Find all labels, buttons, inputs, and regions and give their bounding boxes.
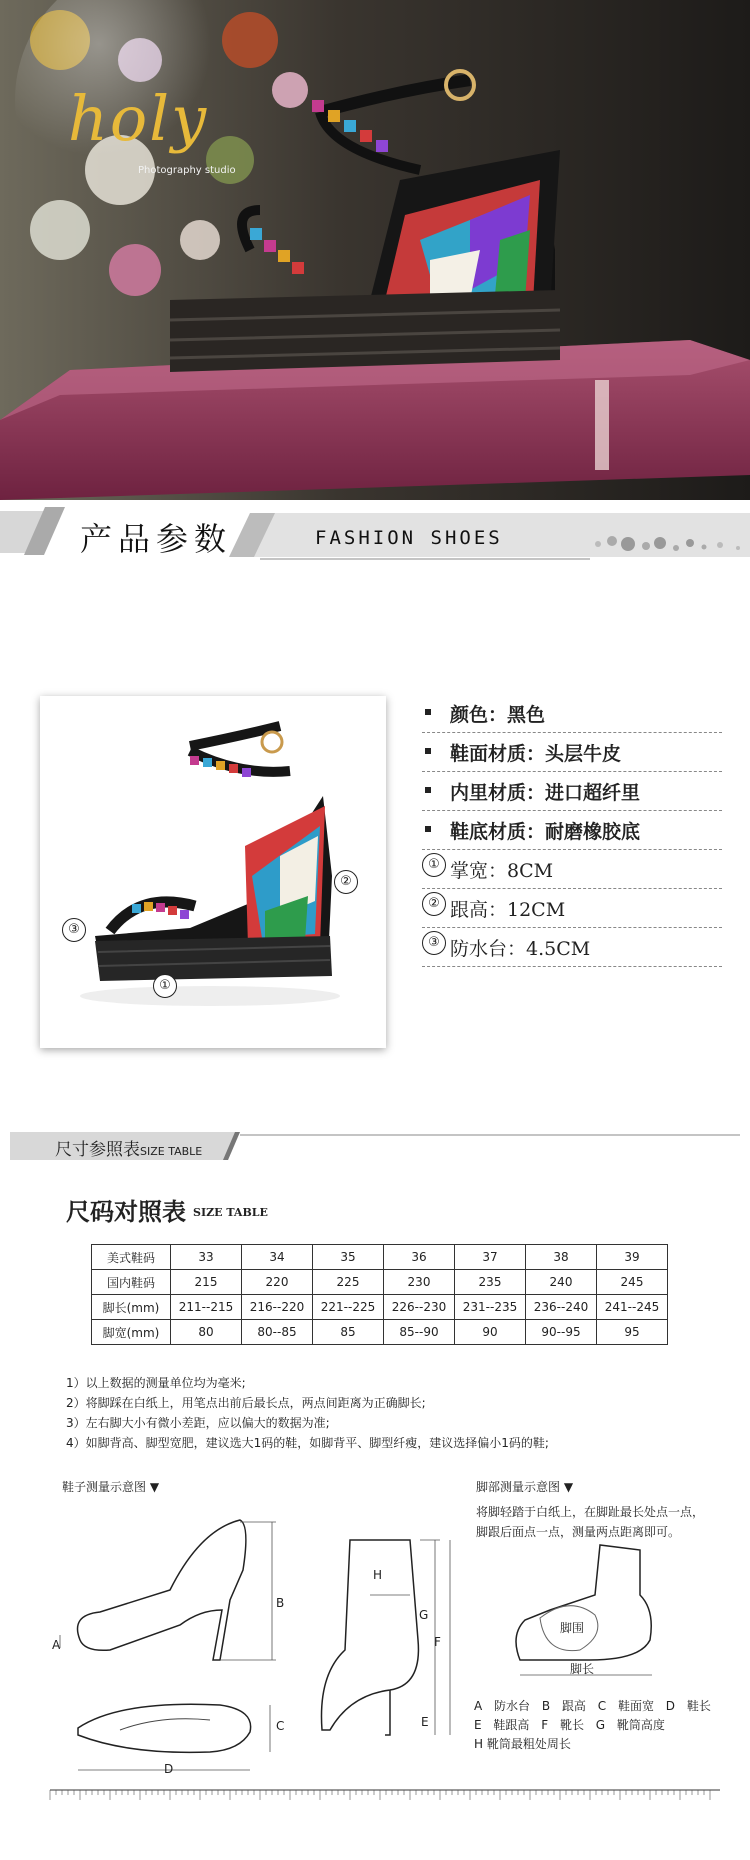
note-4: 4）如脚背高、脚型宽肥，建议选大1码的鞋，如脚背平、脚型纤瘦，建议选择偏小1码的鞋; — [66, 1436, 549, 1450]
spec-color: 颜色：黑色 — [422, 694, 722, 733]
shoe-diagram-title: 鞋子测量示意图 ▼ — [62, 1480, 160, 1494]
bullet-icon — [425, 748, 431, 754]
table-row: 国内鞋码 215 220 225 230 235 240 245 — [92, 1270, 668, 1295]
size-table-title-en: SIZE TABLE — [193, 1206, 268, 1219]
spec-lining-material: 内里材质：进口超纤里 — [422, 772, 722, 811]
brand-subtitle: Photography studio — [138, 165, 236, 176]
marker-2: ② — [334, 870, 358, 894]
legend-row-3: H 靴筒最粗处周长 — [474, 1737, 571, 1751]
spec-platform: ③ 防水台：4.5CM — [422, 928, 722, 967]
hero-illustration — [0, 0, 750, 500]
brand-logo: holy — [68, 82, 209, 155]
foot-girth-label: 脚围 — [560, 1621, 585, 1635]
label-d: D — [164, 1762, 174, 1776]
label-f: F — [434, 1635, 441, 1649]
table-row: 脚宽(mm) 80 80--85 85 85--90 90 90--95 95 — [92, 1320, 668, 1345]
legend-row-2: E 鞋跟高 F 靴长 G 靴筒高度 — [474, 1718, 665, 1732]
foot-length-label: 脚长 — [570, 1662, 595, 1676]
foot-instruction-1: 将脚轻踏于白纸上，在脚趾最长处点一点， — [476, 1505, 705, 1519]
label-g: G — [419, 1608, 429, 1622]
product-photo — [40, 696, 386, 1048]
marker-1: ① — [153, 974, 177, 998]
circled-number-1: ① — [422, 853, 446, 877]
bullet-icon — [425, 709, 431, 715]
spec-palm-width: ① 掌宽：8CM — [422, 850, 722, 889]
note-2: 2）将脚踩在白纸上，用笔点出前后最长点，两点间距离为正确脚长; — [66, 1396, 426, 1410]
product-shoe-illustration — [40, 696, 386, 1048]
hero-photo — [0, 0, 750, 500]
circled-number-2: ② — [422, 892, 446, 916]
marker-3: ③ — [62, 918, 86, 942]
section-subtitle: FASHION SHOES — [315, 527, 503, 549]
circled-number-3: ③ — [422, 931, 446, 955]
spec-sole-material: 鞋底材质：耐磨橡胶底 — [422, 811, 722, 850]
section-title: 产品参数 — [80, 520, 233, 558]
foot-instruction-2: 脚跟后面点一点，测量两点距离即可。 — [476, 1525, 681, 1539]
spec-heel-height: ② 跟高：12CM — [422, 889, 722, 928]
foot-diagram-title: 脚部测量示意图 ▼ — [476, 1480, 574, 1494]
size-strip-line — [240, 1133, 740, 1137]
legend-row-1: A 防水台 B 跟高 C 鞋面宽 D 鞋长 — [474, 1699, 711, 1713]
label-e: E — [421, 1715, 429, 1729]
label-c: C — [276, 1719, 285, 1733]
label-a: A — [52, 1638, 61, 1652]
label-h: H — [373, 1568, 383, 1582]
table-row: 脚长(mm) 211--215 216--220 221--225 226--230 231--235 236--240 241--245 — [92, 1295, 668, 1320]
label-b: B — [276, 1596, 285, 1610]
note-1: 1）以上数据的测量单位均为毫米; — [66, 1376, 246, 1390]
table-row: 美式鞋码 33 34 35 36 37 38 39 — [92, 1245, 668, 1270]
note-3: 3）左右脚大小有微小差距，应以偏大的数据为准; — [66, 1416, 330, 1430]
size-table-title: 尺码对照表 — [66, 1197, 186, 1226]
size-strip-label: 尺寸参照表SIZE TABLE — [55, 1140, 203, 1160]
bullet-icon — [425, 787, 431, 793]
measurement-diagrams — [40, 1500, 720, 1820]
size-table — [91, 1244, 668, 1345]
spec-upper-material: 鞋面材质：头层牛皮 — [422, 733, 722, 772]
bullet-icon — [425, 826, 431, 832]
